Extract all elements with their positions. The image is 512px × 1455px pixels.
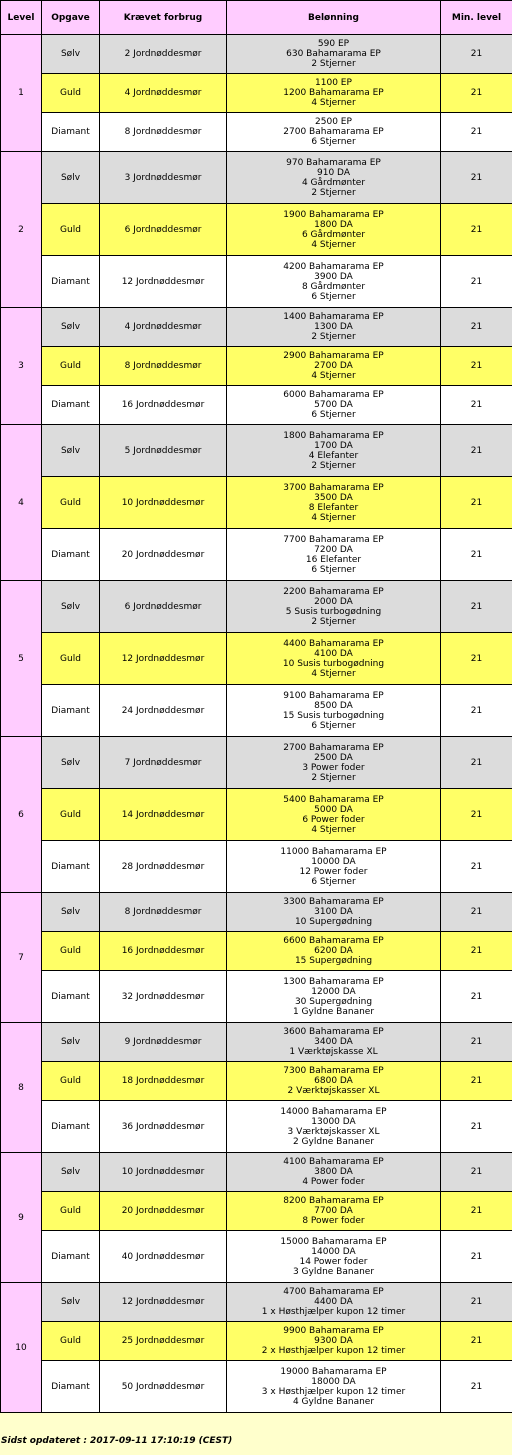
reward-line: 14000 Bahamarama EP [280,1106,387,1117]
min-level-cell: 21 [441,1062,512,1101]
reward-line: 2 Stjerner [311,187,356,198]
task-cell: Diamant [42,529,100,581]
required-cell: 3 Jordnøddesmør [100,152,227,204]
reward-line: 3 x Høsthjælper kupon 12 timer [261,1386,406,1397]
reward-line: 8 Gårdmønter [301,281,366,292]
reward-line: 18000 DA [311,1376,356,1387]
reward-line: 10 Susis turbogødning [282,658,385,669]
reward-line: 1300 Bahamarama EP [283,976,384,987]
table-row [1,477,512,529]
reward-line: 5000 DA [314,804,353,815]
reward-line: 9300 DA [314,1336,353,1346]
min-level-cell: 21 [441,113,512,152]
header-required: Krævet forbrug [100,1,227,35]
header-row [1,1,512,35]
reward-line: 4400 Bahamarama EP [283,638,384,649]
reward-line: 4 Gårdmønter [301,177,366,188]
reward-line: 6 Stjerner [311,410,356,420]
reward-line: 1800 Bahamarama EP [283,430,384,441]
task-cell: Guld [42,932,100,971]
reward-line: 15000 Bahamarama EP [280,1236,387,1247]
table-row [1,308,512,347]
reward-line: 6 Stjerner [311,137,356,147]
reward-line: 4 Stjerner [311,239,356,250]
reward-line: 3 Power foder [302,762,365,773]
min-level-cell: 21 [441,893,512,932]
reward-line: 1 Værktøjskasse XL [289,1047,378,1057]
min-level-cell: 21 [441,347,512,386]
reward-line: 1700 DA [314,440,353,451]
reward-line: 4 Elefanter [308,450,359,461]
reward-line: 5700 DA [314,400,353,410]
reward-line: 4100 Bahamarama EP [283,1157,384,1167]
reward-line: 6 Stjerner [311,876,356,887]
required-cell: 32 Jordnøddesmør [100,971,227,1023]
task-cell: Diamant [42,1101,100,1153]
table-row [1,1231,512,1283]
reward-line: 4100 DA [314,648,353,659]
reward-line: 2500 EP [315,117,352,127]
header-task: Opgave [42,1,100,35]
reward-cell [227,256,441,308]
reward-cell [227,1192,441,1231]
level-cell: 1 [1,35,42,152]
required-cell: 6 Jordnøddesmør [100,581,227,633]
reward-line: 2 Stjerner [311,59,356,69]
reward-cell [227,1361,441,1413]
reward-line: 8200 Bahamarama EP [283,1196,384,1206]
min-level-cell: 21 [441,1192,512,1231]
reward-line: 6 Stjerner [311,564,356,575]
table-row [1,204,512,256]
task-cell: Sølv [42,737,100,789]
required-cell: 12 Jordnøddesmør [100,633,227,685]
min-level-cell: 21 [441,737,512,789]
reward-line: 630 Bahamarama EP [286,49,381,59]
task-cell: Diamant [42,386,100,425]
reward-cell [227,204,441,256]
reward-line: 2 Stjerner [311,332,356,342]
reward-line: 1300 DA [314,322,353,332]
reward-line: 2700 Bahamarama EP [283,127,384,137]
reward-line: 12000 DA [311,986,356,997]
reward-line: 9100 Bahamarama EP [283,690,384,701]
task-cell: Guld [42,477,100,529]
reward-line: 4 Stjerner [311,371,356,381]
reward-cell [227,1101,441,1153]
task-cell: Sølv [42,893,100,932]
required-cell: 8 Jordnøddesmør [100,347,227,386]
reward-line: 3800 DA [314,1167,353,1177]
task-cell: Guld [42,204,100,256]
reward-line: 6600 Bahamarama EP [283,936,384,946]
task-cell: Guld [42,1062,100,1101]
required-cell: 14 Jordnøddesmør [100,789,227,841]
reward-line: 4 Stjerner [311,98,356,108]
required-cell: 9 Jordnøddesmør [100,1023,227,1062]
reward-cell [227,113,441,152]
task-cell: Sølv [42,308,100,347]
header-reward: Belønning [227,1,441,35]
required-cell: 25 Jordnøddesmør [100,1322,227,1361]
reward-line: 1800 DA [314,219,353,230]
reward-cell [227,1231,441,1283]
required-cell: 28 Jordnøddesmør [100,841,227,893]
reward-line: 5 Susis turbogødning [285,606,382,617]
reward-line: 6 Stjerner [311,291,356,302]
reward-line: 30 Supergødning [294,996,373,1007]
reward-cell [227,425,441,477]
reward-line: 2 Stjerner [311,616,356,627]
reward-line: 4200 Bahamarama EP [283,261,384,272]
level-cell: 2 [1,152,42,308]
min-level-cell: 21 [441,477,512,529]
level-cell: 8 [1,1023,42,1153]
reward-line: 9900 Bahamarama EP [283,1326,384,1336]
reward-line: 1100 EP [315,78,352,88]
table-row [1,841,512,893]
task-cell: Sølv [42,1023,100,1062]
required-cell: 4 Jordnøddesmør [100,308,227,347]
min-level-cell: 21 [441,256,512,308]
table-row [1,1322,512,1361]
min-level-cell: 21 [441,581,512,633]
required-cell: 36 Jordnøddesmør [100,1101,227,1153]
reward-line: 3 Gyldne Bananer [292,1266,375,1277]
table-row [1,1153,512,1192]
required-cell: 16 Jordnøddesmør [100,386,227,425]
task-cell: Diamant [42,113,100,152]
task-cell: Sølv [42,152,100,204]
reward-line: 6200 DA [314,946,353,956]
reward-line: 3500 DA [314,492,353,503]
reward-line: 16 Elefanter [305,554,362,565]
task-cell: Guld [42,633,100,685]
min-level-cell: 21 [441,35,512,74]
reward-line: 4 Power foder [302,1177,365,1187]
reward-cell [227,737,441,789]
reward-line: 2500 DA [314,752,353,763]
reward-line: 4 Gyldne Bananer [292,1396,375,1407]
reward-line: 4 Stjerner [311,512,356,523]
min-level-cell: 21 [441,386,512,425]
required-cell: 20 Jordnøddesmør [100,1192,227,1231]
reward-line: 2 Gyldne Bananer [292,1136,375,1147]
table-row [1,581,512,633]
reward-cell [227,685,441,737]
reward-line: 10000 DA [311,856,356,867]
reward-line: 3600 Bahamarama EP [283,1027,384,1037]
required-cell: 24 Jordnøddesmør [100,685,227,737]
min-level-cell: 21 [441,685,512,737]
task-cell: Sølv [42,35,100,74]
reward-line: 1900 Bahamarama EP [283,209,384,220]
task-cell: Guld [42,1192,100,1231]
table-row [1,74,512,113]
min-level-cell: 21 [441,932,512,971]
reward-cell [227,308,441,347]
reward-cell [227,971,441,1023]
reward-cell [227,789,441,841]
reward-line: 15 Susis turbogødning [282,710,385,721]
reward-cell [227,1062,441,1101]
reward-line: 2 Værktøjskasser XL [287,1086,380,1096]
reward-cell [227,1322,441,1361]
table-row [1,1192,512,1231]
reward-line: 6 Gårdmønter [301,229,366,240]
min-level-cell: 21 [441,308,512,347]
required-cell: 5 Jordnøddesmør [100,425,227,477]
reward-line: 19000 Bahamarama EP [280,1366,387,1377]
min-level-cell: 21 [441,1322,512,1361]
task-cell: Sølv [42,1153,100,1192]
task-cell: Guld [42,74,100,113]
required-cell: 12 Jordnøddesmør [100,256,227,308]
task-cell: Guld [42,789,100,841]
min-level-cell: 21 [441,1231,512,1283]
reward-cell [227,1023,441,1062]
reward-line: 11000 Bahamarama EP [280,846,387,857]
reward-line: 4 Stjerner [311,668,356,679]
reward-cell [227,893,441,932]
min-level-cell: 21 [441,971,512,1023]
table-row [1,789,512,841]
required-cell: 8 Jordnøddesmør [100,113,227,152]
reward-line: 14 Power foder [299,1256,368,1267]
task-cell: Diamant [42,841,100,893]
table-row [1,633,512,685]
reward-line: 5400 Bahamarama EP [283,794,384,805]
min-level-cell: 21 [441,1361,512,1413]
reward-line: 1200 Bahamarama EP [283,88,384,98]
min-level-cell: 21 [441,152,512,204]
reward-line: 2900 Bahamarama EP [283,351,384,361]
task-cell: Sølv [42,1283,100,1322]
reward-line: 15 Supergødning [294,956,373,966]
level-cell: 4 [1,425,42,581]
required-cell: 2 Jordnøddesmør [100,35,227,74]
table-row [1,971,512,1023]
reward-cell [227,1283,441,1322]
reward-line: 13000 DA [311,1116,356,1127]
table-row [1,386,512,425]
required-cell: 16 Jordnøddesmør [100,932,227,971]
reward-line: 7700 Bahamarama EP [283,534,384,545]
required-cell: 40 Jordnøddesmør [100,1231,227,1283]
reward-line: 8 Power foder [302,1216,365,1226]
table-row [1,113,512,152]
reward-line: 3 Værktøjskasser XL [287,1126,380,1137]
reward-line: 4400 DA [314,1297,353,1307]
table-row [1,893,512,932]
reward-line: 8 Elefanter [308,502,359,513]
reward-cell [227,529,441,581]
reward-line: 10 Supergødning [294,917,373,927]
level-cell: 9 [1,1153,42,1283]
reward-cell [227,386,441,425]
reward-cell [227,347,441,386]
reward-cell [227,581,441,633]
required-cell: 20 Jordnøddesmør [100,529,227,581]
table-row [1,35,512,74]
reward-line: 1 x Høsthjælper kupon 12 timer [261,1307,406,1317]
table-row [1,529,512,581]
reward-line: 3700 Bahamarama EP [283,482,384,493]
table-row [1,1101,512,1153]
required-cell: 12 Jordnøddesmør [100,1283,227,1322]
header-min-level: Min. level [441,1,512,35]
min-level-cell: 21 [441,74,512,113]
task-cell: Guld [42,1322,100,1361]
level-cell: 3 [1,308,42,425]
task-cell: Diamant [42,256,100,308]
reward-line: 12 Power foder [299,866,368,877]
reward-line: 1 Gyldne Bananer [292,1006,375,1017]
reward-line: 2700 DA [314,361,353,371]
reward-line: 970 Bahamarama EP [286,157,381,168]
last-updated: Sidst opdateret : 2017-09-11 17:10:19 (CEST) [1,1436,233,1446]
reward-line: 3400 DA [314,1037,353,1047]
table-row [1,347,512,386]
min-level-cell: 21 [441,1023,512,1062]
reward-line: 2700 Bahamarama EP [283,742,384,753]
reward-line: 7700 DA [314,1206,353,1216]
reward-cell [227,477,441,529]
reward-cell [227,633,441,685]
table-row [1,1062,512,1101]
reward-cell [227,74,441,113]
reward-line: 2 x Høsthjælper kupon 12 timer [261,1346,406,1356]
table-row [1,1361,512,1413]
table-row [1,425,512,477]
min-level-cell: 21 [441,529,512,581]
required-cell: 18 Jordnøddesmør [100,1062,227,1101]
reward-line: 14000 DA [311,1246,356,1257]
reward-line: 1400 Bahamarama EP [283,312,384,322]
min-level-cell: 21 [441,1153,512,1192]
reward-line: 4 Stjerner [311,824,356,835]
table-row [1,1283,512,1322]
reward-line: 6 Stjerner [311,720,356,731]
table-row [1,256,512,308]
task-cell: Diamant [42,971,100,1023]
table-row [1,152,512,204]
reward-cell [227,1153,441,1192]
min-level-cell: 21 [441,1283,512,1322]
reward-line: 6 Power foder [302,814,365,825]
min-level-cell: 21 [441,1101,512,1153]
task-cell: Diamant [42,1361,100,1413]
reward-cell [227,932,441,971]
required-cell: 7 Jordnøddesmør [100,737,227,789]
task-cell: Sølv [42,425,100,477]
reward-line: 2 Stjerner [311,772,356,783]
level-cell: 5 [1,581,42,737]
reward-line: 3100 DA [314,907,353,917]
reward-line: 3900 DA [314,271,353,282]
reward-cell [227,35,441,74]
min-level-cell: 21 [441,425,512,477]
level-cell: 10 [1,1283,42,1413]
task-cell: Sølv [42,581,100,633]
min-level-cell: 21 [441,841,512,893]
reward-line: 6000 Bahamarama EP [283,390,384,400]
required-cell: 8 Jordnøddesmør [100,893,227,932]
table-row [1,932,512,971]
required-cell: 10 Jordnøddesmør [100,1153,227,1192]
task-cell: Guld [42,347,100,386]
min-level-cell: 21 [441,633,512,685]
task-cell: Diamant [42,685,100,737]
reward-line: 2200 Bahamarama EP [283,586,384,597]
reward-line: 2 Stjerner [311,460,356,471]
reward-line: 910 DA [317,167,350,178]
level-cell: 7 [1,893,42,1023]
required-cell: 6 Jordnøddesmør [100,204,227,256]
reward-line: 2000 DA [314,596,353,607]
min-level-cell: 21 [441,789,512,841]
table-row [1,1023,512,1062]
table-row [1,685,512,737]
level-cell: 6 [1,737,42,893]
required-cell: 4 Jordnøddesmør [100,74,227,113]
reward-cell [227,152,441,204]
reward-line: 7300 Bahamarama EP [283,1066,384,1076]
reward-line: 590 EP [317,39,350,49]
task-cell: Diamant [42,1231,100,1283]
reward-line: 3300 Bahamarama EP [283,897,384,907]
reward-line: 4700 Bahamarama EP [283,1287,384,1297]
reward-cell [227,841,441,893]
required-cell: 10 Jordnøddesmør [100,477,227,529]
reward-line: 8500 DA [314,700,353,711]
required-cell: 50 Jordnøddesmør [100,1361,227,1413]
reward-line: 6800 DA [314,1076,353,1086]
header-level: Level [1,1,42,35]
min-level-cell: 21 [441,204,512,256]
reward-line: 7200 DA [314,544,353,555]
table-row [1,737,512,789]
